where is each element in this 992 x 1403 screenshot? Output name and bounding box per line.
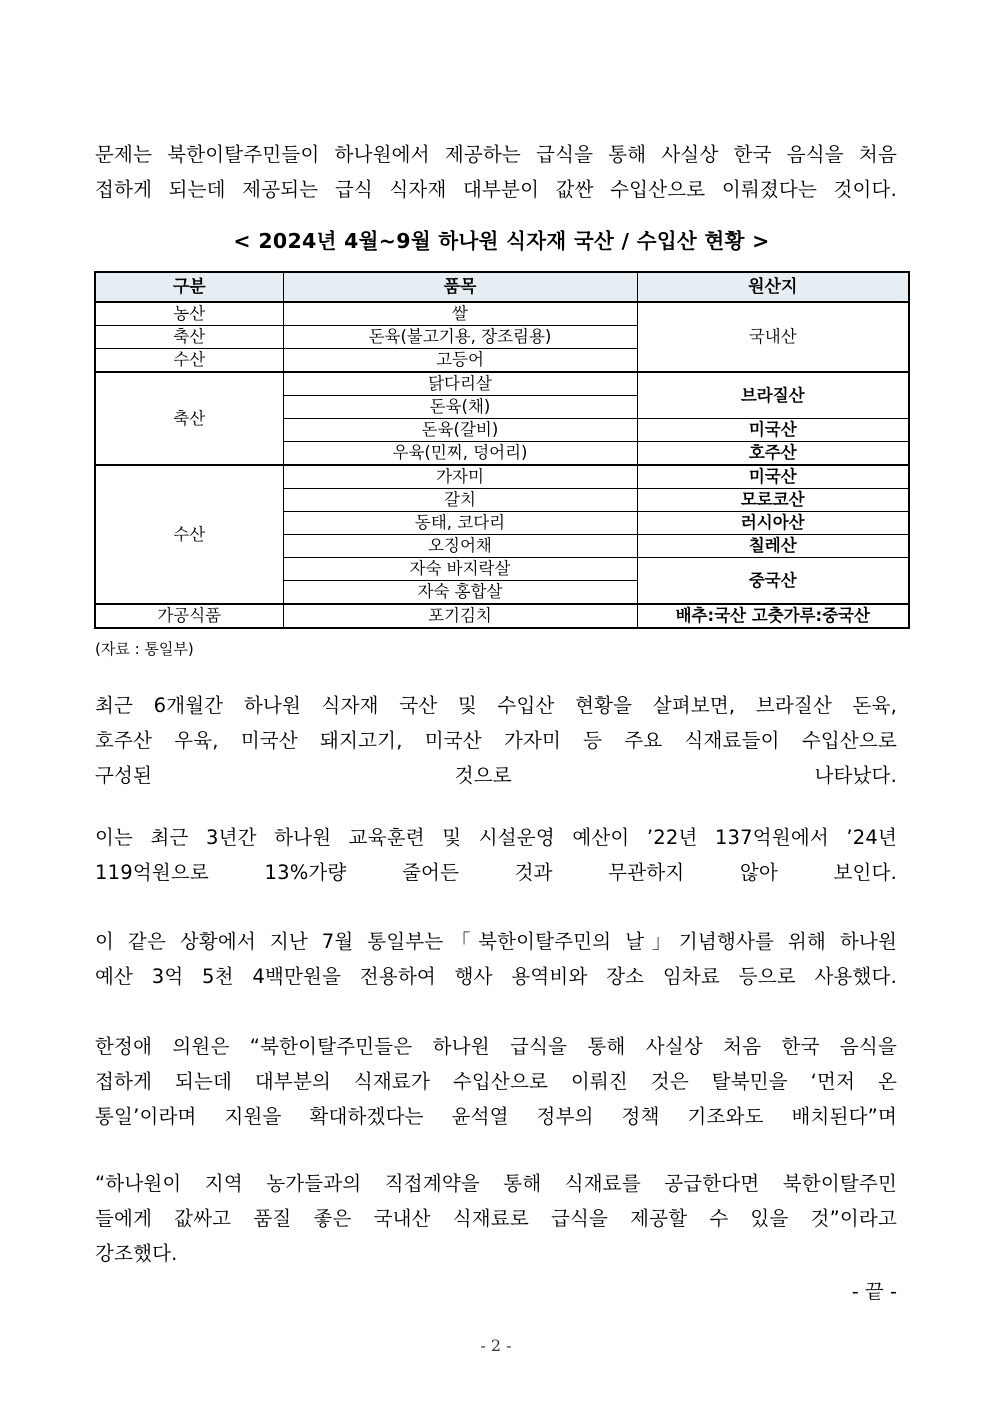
table-row [95,465,909,489]
paragraph-line: 통일’이라며 지원을 확대하겠다는 윤석열 정부의 정책 기조와도 배치된다”며 [95,1105,897,1128]
paragraph-4 [95,1029,897,1134]
paragraph-line: 예산 3억 5천 4백만원을 전용하여 행사 용역비와 장소 임차료 등으로 사용했다. [95,965,897,988]
origin-cell: 중국산 [637,558,909,605]
header-origin: 원산지 [637,272,909,302]
paragraph-line: 들에게 값싸고 품질 좋은 국내산 식재료로 급식을 제공할 수 있을 것”이라고 [95,1207,897,1230]
paragraph-line: 이는 최근 3년간 하나원 교육훈련 및 시설운영 예산이 ’22년 137억원에서 ’24년 [95,826,897,849]
category-cell: 축산 [95,326,283,349]
item-cell: 가자미 [283,465,637,489]
origin-cell: 미국산 [637,465,909,489]
intro-paragraph [95,137,897,207]
table-row [95,372,909,396]
item-cell: 자숙 홍합살 [283,581,637,605]
table-header-row [95,272,909,302]
item-cell: 돈육(채) [283,396,637,419]
origin-cell: 미국산 [637,419,909,442]
origin-cell: 러시아산 [637,512,909,535]
origin-cell: 브라질산 [637,372,909,419]
item-cell: 쌀 [283,302,637,326]
paragraph-line: “하나원이 지역 농가들과의 직접계약을 통해 식재료를 공급한다면 북한이탈주민 [95,1172,897,1195]
item-cell: 돈육(갈비) [283,419,637,442]
paragraph-line: 최근 6개월간 하나원 식자재 국산 및 수입산 현황을 살펴보면, 브라질산 돈육, [95,694,897,717]
header-category: 구분 [95,272,283,302]
item-cell: 포기김치 [283,604,637,628]
category-cell: 축산 [95,372,283,465]
category-cell: 농산 [95,302,283,326]
paragraph-line: 강조했다. [95,1242,178,1265]
item-cell: 우육(민찌, 덩어리) [283,442,637,466]
table-row [95,604,909,628]
item-cell: 동태, 코다리 [283,512,637,535]
paragraph-1 [95,688,897,793]
paragraph-line: 구성된 것으로 나타났다. [95,764,897,787]
source-note: (자료 : 통일부) [95,640,194,658]
paragraph-line: 이 같은 상황에서 지난 7월 통일부는「북한이탈주민의 날」기념행사를 위해 하나원 [95,930,897,953]
category-cell: 가공식품 [95,604,283,628]
ingredient-origin-table [94,271,910,629]
item-cell: 닭다리살 [283,372,637,396]
origin-cell: 배추:국산 고춧가루:중국산 [637,604,909,628]
paragraph-2 [95,820,897,890]
header-item: 품목 [283,272,637,302]
category-cell: 수산 [95,465,283,604]
category-cell: 수산 [95,349,283,373]
item-cell: 자숙 바지락살 [283,558,637,581]
item-cell: 갈치 [283,489,637,512]
paragraph-line: 호주산 우육, 미국산 돼지고기, 미국산 가자미 등 주요 식재료들이 수입산으로 [95,729,897,752]
page-number: - 2 - [480,1336,512,1355]
item-cell: 오징어채 [283,535,637,558]
table-row [95,302,909,326]
item-cell: 돈육(불고기용, 장조림용) [283,326,637,349]
origin-cell: 모로코산 [637,489,909,512]
paragraph-line: 한정애 의원은 “북한이탈주민들은 하나원 급식을 통해 사실상 처음 한국 음식을 [95,1035,897,1058]
paragraph-3 [95,924,897,994]
paragraph-line: 119억원으로 13%가량 줄어든 것과 무관하지 않아 보인다. [95,861,897,884]
origin-cell: 국내산 [637,302,909,372]
paragraph-line: 접하게 되는데 대부분의 식재료가 수입산으로 이뤄진 것은 탈북민을 ‘먼저 온 [95,1070,897,1093]
origin-cell: 호주산 [637,442,909,466]
intro-line-1: 문제는 북한이탈주민들이 하나원에서 제공하는 급식을 통해 사실상 한국 음식을 처음 [95,143,897,166]
origin-cell: 칠레산 [637,535,909,558]
item-cell: 고등어 [283,349,637,373]
intro-line-2: 접하게 되는데 제공되는 급식 식자재 대부분이 값싼 수입산으로 이뤄졌다는 것이다. [95,178,897,201]
end-mark: - 끝 - [851,1280,897,1303]
paragraph-5 [95,1166,897,1271]
table-title: < 2024년 4월~9월 하나원 식자재 국산 / 수입산 현황 > [233,229,770,253]
